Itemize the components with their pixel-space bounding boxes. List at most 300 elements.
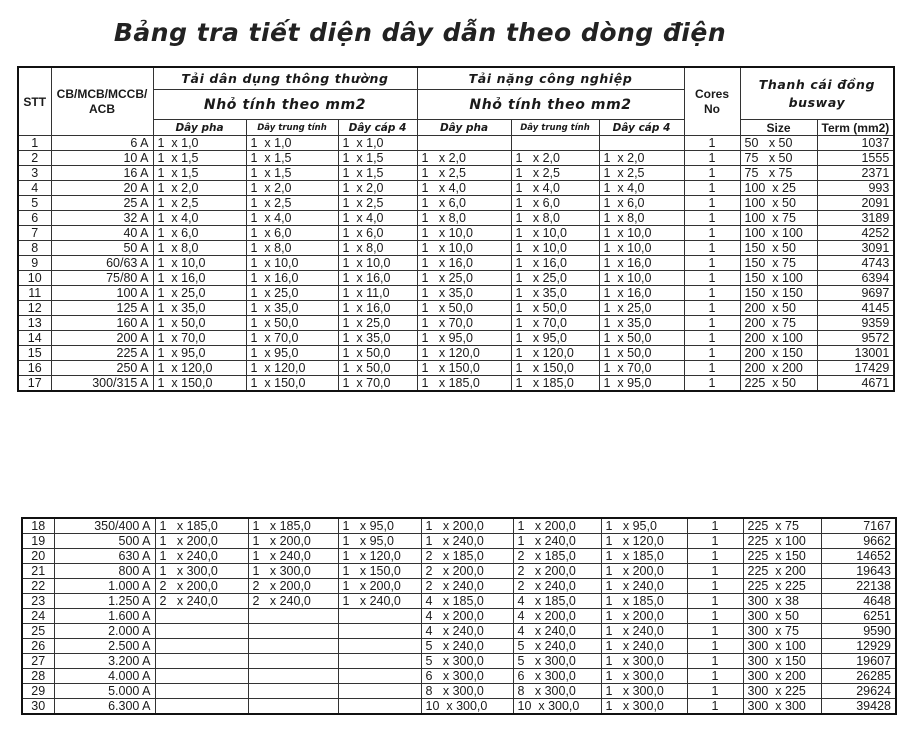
- cell-residential-neutral: 1 x 70,0: [246, 331, 338, 346]
- table-row: [18, 226, 894, 241]
- cell-breaker: 2.500 A: [54, 639, 155, 654]
- cell-industrial-cable4: 1 x 2,0: [599, 151, 684, 166]
- cell-breaker: 300/315 A: [51, 376, 153, 392]
- cell-residential-neutral: 1 x 50,0: [246, 316, 338, 331]
- cell-residential-neutral: 1 x 2,0: [246, 181, 338, 196]
- cell-residential-cable4: 1 x 50,0: [338, 346, 417, 361]
- cell-cores: 1: [687, 564, 743, 579]
- cell-industrial-neutral: 1 x 10,0: [511, 241, 599, 256]
- cell-busway-term: 4252: [817, 226, 894, 241]
- cell-busway-term: 4145: [817, 301, 894, 316]
- cell-industrial-phase: 2 x 185,0: [421, 549, 513, 564]
- cell-industrial-cable4: 1 x 25,0: [599, 301, 684, 316]
- cell-cores: 1: [687, 549, 743, 564]
- cell-busway-size: 225 x 75: [743, 518, 821, 534]
- cell-industrial-phase: 5 x 300,0: [421, 654, 513, 669]
- cell-residential-phase: [155, 639, 248, 654]
- cell-residential-phase: [155, 669, 248, 684]
- cell-industrial-neutral: 1 x 25,0: [511, 271, 599, 286]
- cell-industrial-phase: 1 x 2,5: [417, 166, 511, 181]
- cell-residential-phase: 1 x 70,0: [153, 331, 246, 346]
- cell-residential-cable4: [338, 699, 421, 715]
- header-industrial-sub: Nhỏ tính theo mm2: [417, 90, 684, 120]
- cell-breaker: 200 A: [51, 331, 153, 346]
- cell-residential-cable4: 1 x 16,0: [338, 271, 417, 286]
- cell-busway-term: 9359: [817, 316, 894, 331]
- cell-cores: 1: [684, 211, 740, 226]
- cell-residential-phase: [155, 654, 248, 669]
- cell-stt: 25: [22, 624, 54, 639]
- cell-industrial-cable4: 1 x 200,0: [601, 564, 687, 579]
- cell-industrial-phase: 10 x 300,0: [421, 699, 513, 715]
- header-size: Size: [740, 120, 817, 136]
- cell-industrial-phase: 1 x 2,0: [417, 151, 511, 166]
- cell-stt: 28: [22, 669, 54, 684]
- cell-residential-cable4: 1 x 10,0: [338, 256, 417, 271]
- table-row: [18, 346, 894, 361]
- cell-stt: 24: [22, 609, 54, 624]
- header-industrial-group: Tải nặng công nghiệp: [417, 67, 684, 90]
- cell-busway-term: 29624: [821, 684, 896, 699]
- header-cores: Cores No: [684, 67, 740, 136]
- cell-cores: 1: [684, 256, 740, 271]
- cell-residential-neutral: 1 x 150,0: [246, 376, 338, 392]
- cell-busway-term: 13001: [817, 346, 894, 361]
- cell-busway-term: 3091: [817, 241, 894, 256]
- cell-stt: 27: [22, 654, 54, 669]
- cell-cores: 1: [684, 271, 740, 286]
- cell-residential-cable4: 1 x 150,0: [338, 564, 421, 579]
- cell-industrial-cable4: 1 x 300,0: [601, 654, 687, 669]
- cell-breaker: 20 A: [51, 181, 153, 196]
- cell-residential-cable4: [338, 654, 421, 669]
- cell-breaker: 1.000 A: [54, 579, 155, 594]
- cell-industrial-cable4: 1 x 120,0: [601, 534, 687, 549]
- cell-busway-size: 50 x 50: [740, 136, 817, 151]
- cell-stt: 26: [22, 639, 54, 654]
- wire-size-table-top: [17, 66, 895, 392]
- cell-residential-neutral: 1 x 300,0: [248, 564, 338, 579]
- table-row: [22, 518, 896, 534]
- cell-industrial-neutral: 1 x 200,0: [513, 518, 601, 534]
- cell-residential-neutral: 1 x 240,0: [248, 549, 338, 564]
- cell-busway-term: 3189: [817, 211, 894, 226]
- cell-breaker: 40 A: [51, 226, 153, 241]
- cell-industrial-phase: 1 x 25,0: [417, 271, 511, 286]
- cell-industrial-neutral: 1 x 185,0: [511, 376, 599, 392]
- cell-residential-neutral: 1 x 10,0: [246, 256, 338, 271]
- cell-industrial-phase: 4 x 200,0: [421, 609, 513, 624]
- cell-stt: 22: [22, 579, 54, 594]
- cell-cores: 1: [687, 579, 743, 594]
- cell-industrial-cable4: 1 x 70,0: [599, 361, 684, 376]
- cell-stt: 7: [18, 226, 51, 241]
- cell-residential-phase: 1 x 10,0: [153, 256, 246, 271]
- cell-stt: 16: [18, 361, 51, 376]
- cell-breaker: 250 A: [51, 361, 153, 376]
- cell-breaker: 1.600 A: [54, 609, 155, 624]
- cell-industrial-phase: 1 x 4,0: [417, 181, 511, 196]
- cell-industrial-cable4: 1 x 240,0: [601, 579, 687, 594]
- cell-breaker: 6 A: [51, 136, 153, 151]
- cell-residential-neutral: [248, 639, 338, 654]
- cell-busway-term: 4743: [817, 256, 894, 271]
- cell-breaker: 225 A: [51, 346, 153, 361]
- cell-residential-phase: 1 x 1,5: [153, 166, 246, 181]
- cell-residential-neutral: 1 x 95,0: [246, 346, 338, 361]
- cell-breaker: 1.250 A: [54, 594, 155, 609]
- cell-residential-phase: 1 x 50,0: [153, 316, 246, 331]
- cell-busway-size: 150 x 100: [740, 271, 817, 286]
- table-row: [22, 654, 896, 669]
- cell-breaker: 125 A: [51, 301, 153, 316]
- cell-busway-size: 300 x 75: [743, 624, 821, 639]
- cell-industrial-cable4: 1 x 10,0: [599, 271, 684, 286]
- cell-cores: 1: [687, 624, 743, 639]
- cell-breaker: 5.000 A: [54, 684, 155, 699]
- cell-breaker: 6.300 A: [54, 699, 155, 715]
- cell-industrial-phase: 1 x 240,0: [421, 534, 513, 549]
- cell-residential-cable4: 1 x 35,0: [338, 331, 417, 346]
- cell-stt: 1: [18, 136, 51, 151]
- header-residential-cable4: Dây cáp 4: [338, 120, 417, 136]
- cell-busway-term: 1555: [817, 151, 894, 166]
- cell-industrial-phase: 1 x 95,0: [417, 331, 511, 346]
- table-row: [22, 699, 896, 715]
- cell-busway-size: 200 x 75: [740, 316, 817, 331]
- cell-residential-cable4: 1 x 4,0: [338, 211, 417, 226]
- cell-busway-size: 150 x 50: [740, 241, 817, 256]
- cell-busway-term: 14652: [821, 549, 896, 564]
- cell-industrial-neutral: 1 x 50,0: [511, 301, 599, 316]
- cell-residential-cable4: 1 x 1,5: [338, 166, 417, 181]
- cell-industrial-neutral: 1 x 8,0: [511, 211, 599, 226]
- cell-breaker: 75/80 A: [51, 271, 153, 286]
- cell-residential-neutral: [248, 609, 338, 624]
- table-row: [18, 211, 894, 226]
- cell-busway-term: 9590: [821, 624, 896, 639]
- cell-residential-phase: 1 x 2,0: [153, 181, 246, 196]
- cell-residential-neutral: [248, 654, 338, 669]
- cell-industrial-neutral: 1 x 240,0: [513, 534, 601, 549]
- header-industrial-cable4: Dây cáp 4: [599, 120, 684, 136]
- cell-busway-term: 1037: [817, 136, 894, 151]
- cell-busway-size: 300 x 100: [743, 639, 821, 654]
- cell-busway-size: 225 x 225: [743, 579, 821, 594]
- cell-breaker: 800 A: [54, 564, 155, 579]
- cell-breaker: 3.200 A: [54, 654, 155, 669]
- cell-busway-term: 22138: [821, 579, 896, 594]
- cell-residential-neutral: 1 x 2,5: [246, 196, 338, 211]
- header-breaker: CB/MCB/MCCB/ ACB: [51, 67, 153, 136]
- cell-industrial-phase: 1 x 50,0: [417, 301, 511, 316]
- cell-industrial-neutral: 4 x 200,0: [513, 609, 601, 624]
- cell-industrial-neutral: 5 x 240,0: [513, 639, 601, 654]
- cell-industrial-cable4: 1 x 16,0: [599, 256, 684, 271]
- cell-residential-neutral: 1 x 200,0: [248, 534, 338, 549]
- cell-busway-size: 300 x 225: [743, 684, 821, 699]
- cell-busway-term: 2091: [817, 196, 894, 211]
- cell-industrial-phase: 1 x 200,0: [421, 518, 513, 534]
- cell-residential-neutral: 1 x 1,5: [246, 166, 338, 181]
- cell-busway-term: 19643: [821, 564, 896, 579]
- cell-stt: 17: [18, 376, 51, 392]
- cell-breaker: 16 A: [51, 166, 153, 181]
- cell-cores: 1: [684, 136, 740, 151]
- cell-industrial-cable4: 1 x 16,0: [599, 286, 684, 301]
- cell-residential-cable4: 1 x 200,0: [338, 579, 421, 594]
- cell-residential-phase: 2 x 200,0: [155, 579, 248, 594]
- cell-industrial-cable4: 1 x 185,0: [601, 594, 687, 609]
- cell-busway-term: 4671: [817, 376, 894, 392]
- cell-stt: 11: [18, 286, 51, 301]
- cell-industrial-neutral: [511, 136, 599, 151]
- cell-industrial-neutral: 1 x 120,0: [511, 346, 599, 361]
- cell-residential-neutral: [248, 669, 338, 684]
- table-row: [22, 639, 896, 654]
- cell-breaker: 350/400 A: [54, 518, 155, 534]
- cell-industrial-phase: 1 x 185,0: [417, 376, 511, 392]
- cell-industrial-phase: 1 x 8,0: [417, 211, 511, 226]
- cell-industrial-neutral: 4 x 185,0: [513, 594, 601, 609]
- cell-residential-cable4: [338, 684, 421, 699]
- cell-residential-cable4: 1 x 6,0: [338, 226, 417, 241]
- cell-industrial-phase: 4 x 185,0: [421, 594, 513, 609]
- table-row: [18, 361, 894, 376]
- cell-industrial-cable4: 1 x 50,0: [599, 331, 684, 346]
- cell-stt: 3: [18, 166, 51, 181]
- cell-residential-neutral: [248, 624, 338, 639]
- cell-residential-phase: 1 x 4,0: [153, 211, 246, 226]
- cell-industrial-neutral: 1 x 6,0: [511, 196, 599, 211]
- table-row: [22, 624, 896, 639]
- cell-industrial-cable4: 1 x 2,5: [599, 166, 684, 181]
- cell-busway-size: 300 x 300: [743, 699, 821, 715]
- cell-busway-size: 300 x 38: [743, 594, 821, 609]
- cell-industrial-neutral: 1 x 35,0: [511, 286, 599, 301]
- cell-residential-phase: [155, 684, 248, 699]
- cell-busway-term: 7167: [821, 518, 896, 534]
- cell-stt: 20: [22, 549, 54, 564]
- cell-stt: 6: [18, 211, 51, 226]
- cell-busway-term: 12929: [821, 639, 896, 654]
- cell-residential-neutral: 1 x 16,0: [246, 271, 338, 286]
- cell-residential-cable4: [338, 669, 421, 684]
- table-row: [18, 241, 894, 256]
- cell-cores: 1: [687, 609, 743, 624]
- cell-industrial-cable4: 1 x 10,0: [599, 226, 684, 241]
- cell-industrial-cable4: 1 x 300,0: [601, 669, 687, 684]
- cell-industrial-cable4: 1 x 185,0: [601, 549, 687, 564]
- cell-residential-cable4: 1 x 95,0: [338, 518, 421, 534]
- table-row: [18, 271, 894, 286]
- cell-stt: 8: [18, 241, 51, 256]
- cell-cores: 1: [684, 196, 740, 211]
- cell-industrial-neutral: 10 x 300,0: [513, 699, 601, 715]
- table-row: [18, 286, 894, 301]
- cell-stt: 2: [18, 151, 51, 166]
- cell-residential-neutral: 2 x 240,0: [248, 594, 338, 609]
- cell-busway-size: 100 x 75: [740, 211, 817, 226]
- cell-busway-size: 225 x 200: [743, 564, 821, 579]
- cell-residential-neutral: 1 x 8,0: [246, 241, 338, 256]
- cell-residential-neutral: [248, 699, 338, 715]
- cell-residential-cable4: 1 x 2,5: [338, 196, 417, 211]
- cell-residential-neutral: 2 x 200,0: [248, 579, 338, 594]
- table-row: [18, 301, 894, 316]
- cell-residential-cable4: [338, 609, 421, 624]
- cell-industrial-phase: 1 x 10,0: [417, 241, 511, 256]
- cell-residential-cable4: 1 x 16,0: [338, 301, 417, 316]
- cell-busway-term: 9697: [817, 286, 894, 301]
- cell-industrial-phase: [417, 136, 511, 151]
- cell-cores: 1: [687, 699, 743, 715]
- cell-stt: 30: [22, 699, 54, 715]
- cell-residential-phase: [155, 609, 248, 624]
- cell-industrial-cable4: 1 x 300,0: [601, 684, 687, 699]
- table-row: [18, 151, 894, 166]
- cell-residential-phase: 1 x 200,0: [155, 534, 248, 549]
- table-row: [22, 549, 896, 564]
- cell-breaker: 2.000 A: [54, 624, 155, 639]
- header-stt: STT: [18, 67, 51, 136]
- cell-industrial-neutral: 1 x 150,0: [511, 361, 599, 376]
- cell-industrial-phase: 8 x 300,0: [421, 684, 513, 699]
- table-row: [18, 136, 894, 151]
- header-residential-phase: Dây pha: [153, 120, 246, 136]
- cell-cores: 1: [687, 518, 743, 534]
- cell-residential-neutral: [248, 684, 338, 699]
- cell-stt: 21: [22, 564, 54, 579]
- cell-busway-size: 75 x 75: [740, 166, 817, 181]
- cell-residential-cable4: 1 x 1,0: [338, 136, 417, 151]
- cell-residential-phase: 1 x 150,0: [153, 376, 246, 392]
- cell-stt: 23: [22, 594, 54, 609]
- cell-residential-cable4: 1 x 95,0: [338, 534, 421, 549]
- cell-residential-neutral: 1 x 1,0: [246, 136, 338, 151]
- cell-cores: 1: [684, 316, 740, 331]
- cell-breaker: 10 A: [51, 151, 153, 166]
- cell-busway-size: 225 x 50: [740, 376, 817, 392]
- cell-industrial-cable4: 1 x 35,0: [599, 316, 684, 331]
- cell-industrial-phase: 1 x 10,0: [417, 226, 511, 241]
- cell-breaker: 50 A: [51, 241, 153, 256]
- cell-stt: 12: [18, 301, 51, 316]
- table-row: [22, 534, 896, 549]
- cell-residential-phase: 1 x 8,0: [153, 241, 246, 256]
- cell-stt: 14: [18, 331, 51, 346]
- cell-busway-size: 100 x 25: [740, 181, 817, 196]
- table-row: [22, 564, 896, 579]
- cell-busway-term: 6251: [821, 609, 896, 624]
- cell-stt: 5: [18, 196, 51, 211]
- table-row: [22, 594, 896, 609]
- page-title: Bảng tra tiết diện dây dẫn theo dòng điện: [113, 18, 727, 47]
- cell-industrial-cable4: 1 x 8,0: [599, 211, 684, 226]
- cell-residential-cable4: 1 x 1,5: [338, 151, 417, 166]
- cell-residential-phase: 1 x 185,0: [155, 518, 248, 534]
- cell-residential-phase: 1 x 25,0: [153, 286, 246, 301]
- cell-industrial-phase: 1 x 120,0: [417, 346, 511, 361]
- cell-breaker: 60/63 A: [51, 256, 153, 271]
- cell-cores: 1: [684, 331, 740, 346]
- cell-cores: 1: [684, 286, 740, 301]
- cell-residential-neutral: 1 x 185,0: [248, 518, 338, 534]
- cell-busway-term: 26285: [821, 669, 896, 684]
- cell-industrial-cable4: 1 x 240,0: [601, 624, 687, 639]
- cell-residential-cable4: 1 x 50,0: [338, 361, 417, 376]
- cell-busway-term: 6394: [817, 271, 894, 286]
- cell-residential-cable4: 1 x 8,0: [338, 241, 417, 256]
- cell-industrial-phase: 5 x 240,0: [421, 639, 513, 654]
- cell-stt: 29: [22, 684, 54, 699]
- cell-busway-term: 9662: [821, 534, 896, 549]
- cell-busway-size: 225 x 150: [743, 549, 821, 564]
- cell-industrial-neutral: 2 x 200,0: [513, 564, 601, 579]
- cell-residential-phase: 1 x 240,0: [155, 549, 248, 564]
- cell-stt: 13: [18, 316, 51, 331]
- cell-industrial-cable4: 1 x 95,0: [601, 518, 687, 534]
- cell-cores: 1: [687, 639, 743, 654]
- cell-busway-term: 17429: [817, 361, 894, 376]
- cell-industrial-phase: 2 x 240,0: [421, 579, 513, 594]
- cell-industrial-neutral: 5 x 300,0: [513, 654, 601, 669]
- cell-stt: 18: [22, 518, 54, 534]
- cell-breaker: 32 A: [51, 211, 153, 226]
- cell-industrial-neutral: 8 x 300,0: [513, 684, 601, 699]
- cell-cores: 1: [687, 594, 743, 609]
- cell-busway-term: 9572: [817, 331, 894, 346]
- cell-residential-neutral: 1 x 6,0: [246, 226, 338, 241]
- cell-busway-size: 150 x 150: [740, 286, 817, 301]
- cell-residential-phase: 1 x 2,5: [153, 196, 246, 211]
- cell-residential-phase: 1 x 95,0: [153, 346, 246, 361]
- cell-breaker: 500 A: [54, 534, 155, 549]
- cell-industrial-phase: 6 x 300,0: [421, 669, 513, 684]
- table-row: [18, 376, 894, 392]
- table-row: [18, 181, 894, 196]
- cell-residential-phase: 2 x 240,0: [155, 594, 248, 609]
- cell-busway-term: 4648: [821, 594, 896, 609]
- cell-residential-cable4: 1 x 240,0: [338, 594, 421, 609]
- cell-residential-phase: 1 x 35,0: [153, 301, 246, 316]
- cell-busway-size: 300 x 150: [743, 654, 821, 669]
- cell-industrial-cable4: 1 x 50,0: [599, 346, 684, 361]
- cell-residential-phase: 1 x 6,0: [153, 226, 246, 241]
- cell-cores: 1: [684, 241, 740, 256]
- cell-residential-cable4: [338, 624, 421, 639]
- cell-cores: 1: [684, 346, 740, 361]
- table-row: [18, 331, 894, 346]
- cell-industrial-neutral: 4 x 240,0: [513, 624, 601, 639]
- cell-residential-cable4: 1 x 120,0: [338, 549, 421, 564]
- cell-cores: 1: [684, 166, 740, 181]
- wire-size-table-bottom: [21, 517, 897, 715]
- table-row: [18, 316, 894, 331]
- cell-breaker: 4.000 A: [54, 669, 155, 684]
- cell-industrial-phase: 1 x 6,0: [417, 196, 511, 211]
- cell-industrial-cable4: 1 x 6,0: [599, 196, 684, 211]
- cell-residential-phase: [155, 699, 248, 715]
- cell-busway-size: 200 x 150: [740, 346, 817, 361]
- cell-industrial-phase: 1 x 150,0: [417, 361, 511, 376]
- table-row: [22, 579, 896, 594]
- cell-industrial-neutral: 1 x 2,0: [511, 151, 599, 166]
- table-row: [18, 256, 894, 271]
- cell-residential-neutral: 1 x 1,5: [246, 151, 338, 166]
- header-industrial-neutral: Dây trung tính: [511, 120, 599, 136]
- cell-industrial-neutral: 1 x 2,5: [511, 166, 599, 181]
